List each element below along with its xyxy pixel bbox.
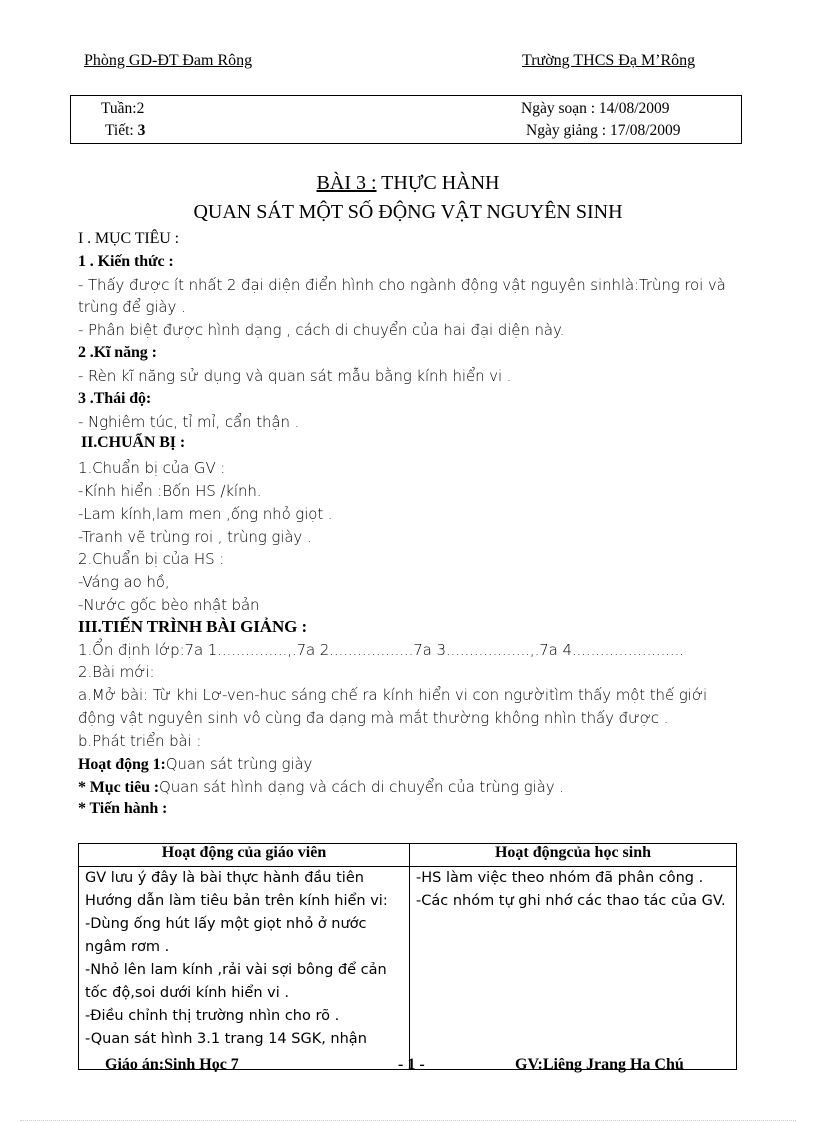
lesson-title: BÀI 3 : THỰC HÀNH	[316, 172, 500, 194]
cell-line: -HS làm việc theo nhóm đã phân công .	[416, 870, 704, 886]
text-line: -Tranh vẽ trùng roi , trùng giày .	[78, 528, 312, 546]
cell-line: ngâm rơm .	[85, 939, 170, 955]
cell-line: -Dùng ống hút lấy một giọt nhỏ ở nước	[85, 916, 367, 932]
table-header-teacher: Hoạt động của giáo viên	[79, 844, 410, 867]
text-line: 2.Bài mới:	[78, 663, 155, 681]
section-procedure: III.TIẾN TRÌNH BÀI GIẢNG :	[78, 617, 308, 636]
footer-left: Giáo án:Sinh Học 7	[105, 1056, 239, 1073]
period: Tiết: 3	[105, 122, 146, 139]
text-line: - Nghiêm túc, tỉ mỉ, cẩn thận .	[78, 413, 300, 431]
week: Tuần:2	[101, 100, 145, 117]
text-line: 1.Chuẩn bị của GV :	[78, 459, 226, 477]
cell-line: tốc độ,soi dưới kính hiển vi .	[85, 985, 289, 1001]
table-row	[79, 867, 737, 1070]
header-left: Phòng GD-ĐT Đam Rông	[84, 52, 253, 69]
table-header-student: Hoạt độngcủa học sinh	[410, 844, 737, 867]
objective-line: * Mục tiêu :Quan sát hình dạng và cách di chuyển của trùng giày .	[78, 778, 564, 796]
text-line: - Phân biệt được hình dạng , cách di chuyển của hai đại diện này.	[78, 321, 565, 339]
subsection-attitude: 3 .Thái độ:	[78, 390, 152, 407]
info-box	[70, 95, 742, 144]
cell-line: GV lưu ý đây là bài thực hành đầu tiên	[85, 870, 364, 886]
footer-right: GV:Liêng Jrang Ha Chú	[515, 1056, 684, 1073]
subsection-skills: 2 .Kĩ năng :	[78, 344, 157, 361]
text-line: -Váng ao hồ,	[78, 573, 170, 591]
cell-line: -Quan sát hình 3.1 trang 14 SGK, nhận	[85, 1031, 367, 1047]
header-right: Trường THCS Đạ M’Rông	[522, 52, 696, 69]
text-line: -Kính hiển :Bốn HS /kính.	[78, 482, 262, 500]
text-line: b.Phát triển bài :	[78, 732, 202, 750]
prep-date: Ngày soạn : 14/08/2009	[521, 100, 670, 117]
cell-line: -Điều chỉnh thị trường nhìn cho rõ .	[85, 1008, 340, 1024]
text-line: - Thấy được ít nhất 2 đại diện điển hình cho ngành động vật nguyên sinhlà:Trùng roi và	[78, 276, 726, 294]
student-cell	[410, 867, 737, 1070]
cell-line: -Nhỏ lên lam kính ,rải vài sợi bông để cản	[85, 962, 387, 978]
text-line: a.Mở bài: Từ khi Lơ-ven-huc sáng chế ra kính hiển vi con ngườitìm thấy một thế giới	[78, 686, 708, 704]
cell-line: -Các nhóm tự ghi nhớ các thao tác của GV.	[416, 893, 726, 909]
procedure-label: * Tiến hành :	[78, 800, 168, 817]
text-line: -Lam kính,lam men ,ống nhỏ giọt .	[78, 505, 333, 523]
subsection-knowledge: 1 . Kiến thức :	[78, 253, 174, 270]
lesson-subtitle: QUAN SÁT MỘT SỐ ĐỘNG VẬT NGUYÊN SINH	[193, 201, 623, 223]
text-line: 1.Ổn định lớp:7a 1...............,.7a 2..................7a 3..................,.7a 4........................	[78, 641, 684, 659]
section-objectives: I . MỤC TIÊU :	[78, 230, 179, 247]
activity-table	[78, 843, 737, 1070]
page-number: - 1 -	[398, 1056, 425, 1073]
text-line: động vật nguyên sinh vô cùng đa dạng mà mắt thường không nhìn thấy được .	[78, 709, 669, 727]
activity-1: Hoạt động 1:Quan sát trùng giày	[78, 755, 313, 773]
page-bottom-divider	[20, 1120, 796, 1121]
teach-date: Ngày giảng : 17/08/2009	[526, 122, 681, 139]
text-line: 2.Chuẩn bị của HS :	[78, 550, 225, 568]
text-line: - Rèn kĩ năng sử dụng và quan sát mẫu bằng kính hiển vi .	[78, 367, 512, 385]
text-line: -Nước gốc bèo nhật bản	[78, 596, 260, 614]
text-line: trùng để giày .	[78, 298, 186, 316]
cell-line: Hướng dẫn làm tiêu bản trên kính hiển vi:	[85, 893, 388, 909]
section-preparation: II.CHUẨN BỊ :	[81, 434, 186, 451]
teacher-cell	[79, 867, 410, 1070]
